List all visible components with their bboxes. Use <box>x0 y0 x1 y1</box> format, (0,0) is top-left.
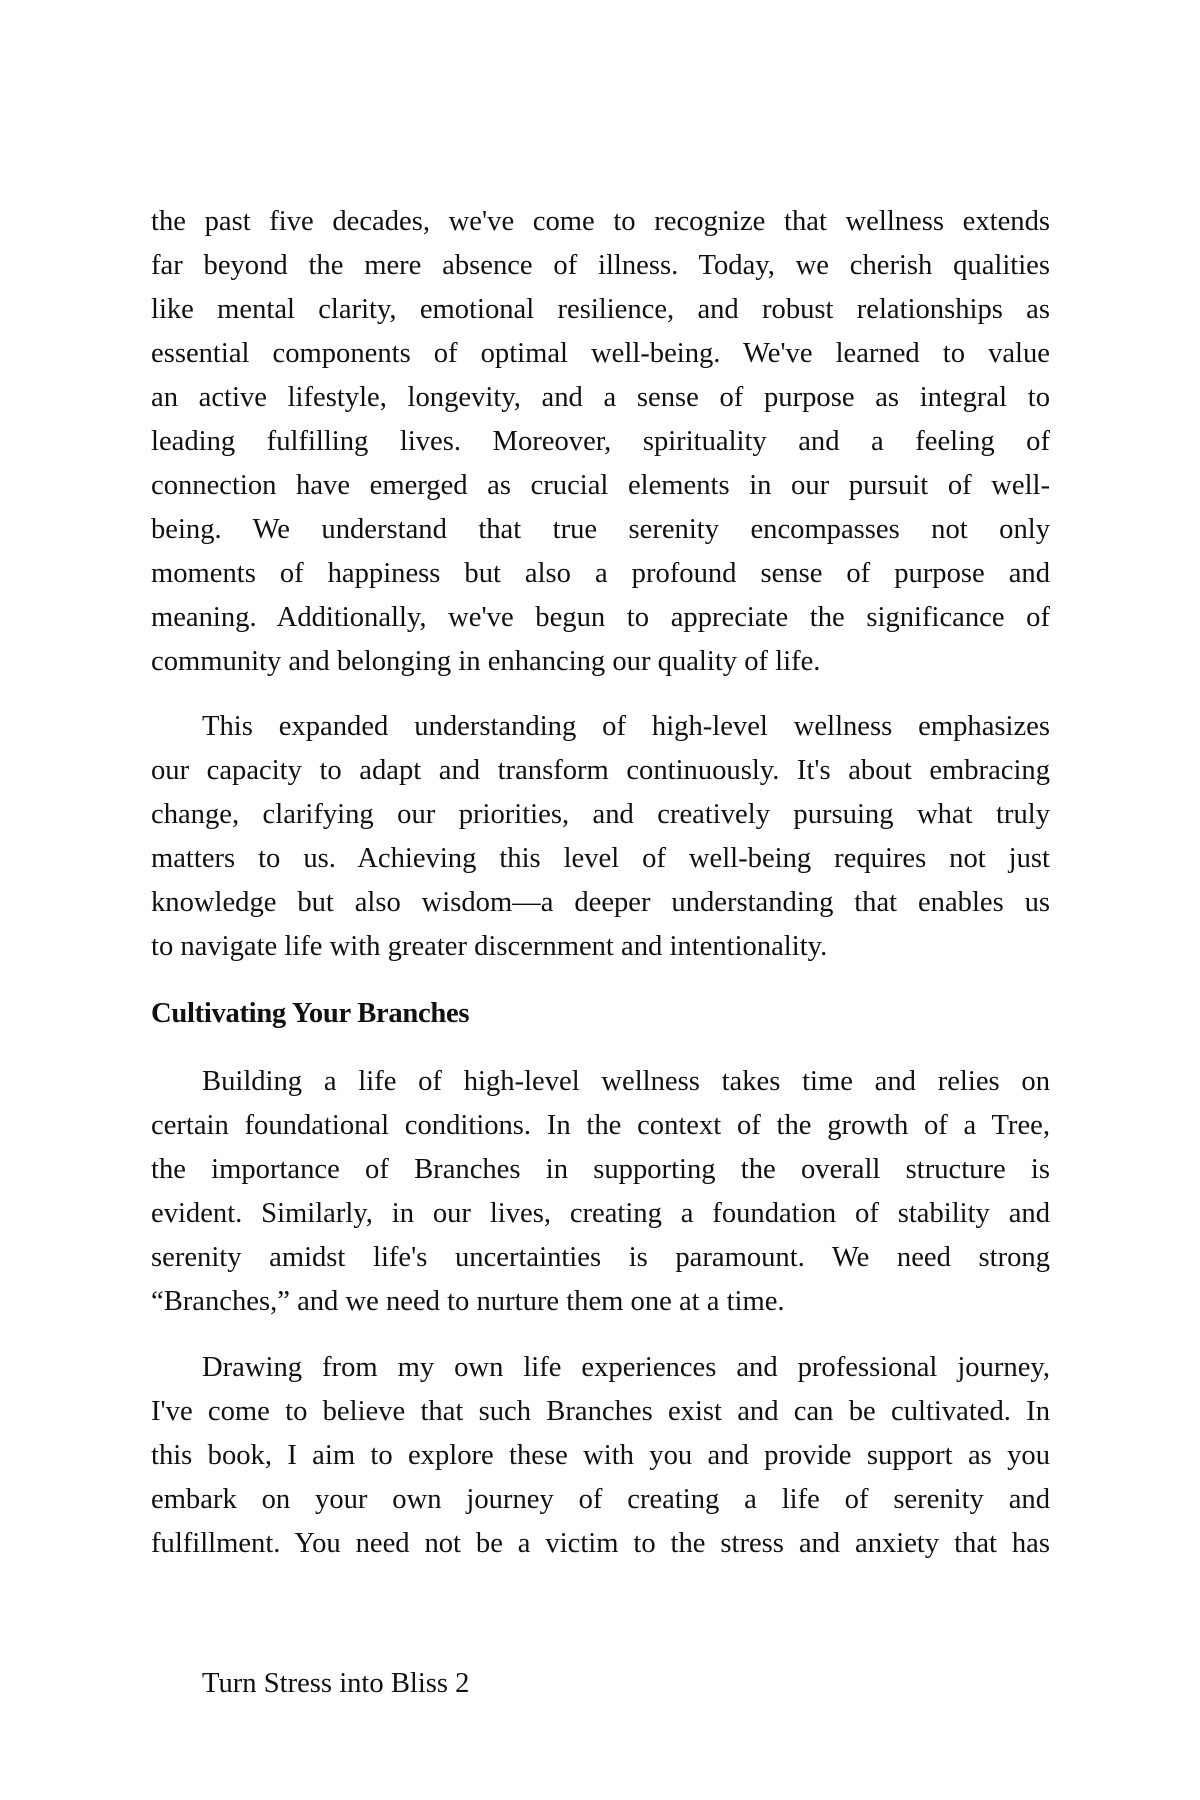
text-line: I've come to believe that such Branches exist and can be cultivated. In <box>151 1396 1050 1427</box>
text-line: the past five decades, we've come to recognize that wellness extends <box>151 206 1050 237</box>
text-line: “Branches,” and we need to nurture them one at a time. <box>151 1286 785 1317</box>
text-line: being. We understand that true serenity encompasses not only <box>151 514 1050 545</box>
text-line: moments of happiness but also a profound sense of purpose and <box>151 558 1050 589</box>
text-line: evident. Similarly, in our lives, creating a foundation of stability and <box>151 1198 1050 1229</box>
paragraph-2 <box>151 705 1050 969</box>
text-line: community and belonging in enhancing our quality of life. <box>151 646 821 677</box>
text-line: certain foundational conditions. In the context of the growth of a Tree, <box>151 1110 1050 1141</box>
text-line: this book, I aim to explore these with you and provide support as you <box>151 1440 1050 1471</box>
text-line: far beyond the mere absence of illness. Today, we cherish qualities <box>151 250 1050 281</box>
paragraph-3 <box>151 1060 1050 1324</box>
text-line: like mental clarity, emotional resilience, and robust relationships as <box>151 294 1050 325</box>
text-line: Drawing from my own life experiences and professional journey, <box>202 1352 1050 1383</box>
text-line: an active lifestyle, longevity, and a sense of purpose as integral to <box>151 382 1050 413</box>
text-line: leading fulfilling lives. Moreover, spirituality and a feeling of <box>151 426 1050 457</box>
paragraph-4 <box>151 1346 1050 1566</box>
section-heading: Cultivating Your Branches <box>151 998 470 1029</box>
text-line: to navigate life with greater discernment and intentionality. <box>151 931 828 962</box>
text-line: essential components of optimal well-being. We've learned to value <box>151 338 1050 369</box>
text-line: embark on your own journey of creating a life of serenity and <box>151 1484 1050 1515</box>
text-line: connection have emerged as crucial elements in our pursuit of well- <box>151 470 1050 501</box>
page-footer-running-title: Turn Stress into Bliss 2 <box>202 1668 470 1699</box>
text-line: meaning. Additionally, we've begun to appreciate the significance of <box>151 602 1050 633</box>
text-line: Building a life of high-level wellness takes time and relies on <box>202 1066 1050 1097</box>
text-line: the importance of Branches in supporting the overall structure is <box>151 1154 1050 1185</box>
text-line: knowledge but also wisdom—a deeper understanding that enables us <box>151 887 1050 918</box>
text-line: serenity amidst life's uncertainties is paramount. We need strong <box>151 1242 1050 1273</box>
text-line: fulfillment. You need not be a victim to the stress and anxiety that has <box>151 1528 1050 1559</box>
text-line: change, clarifying our priorities, and creatively pursuing what truly <box>151 799 1050 830</box>
text-line: This expanded understanding of high-level wellness emphasizes <box>202 711 1050 742</box>
text-line: matters to us. Achieving this level of well-being requires not just <box>151 843 1050 874</box>
paragraph-1 <box>151 200 1050 684</box>
text-line: our capacity to adapt and transform continuously. It's about embracing <box>151 755 1050 786</box>
